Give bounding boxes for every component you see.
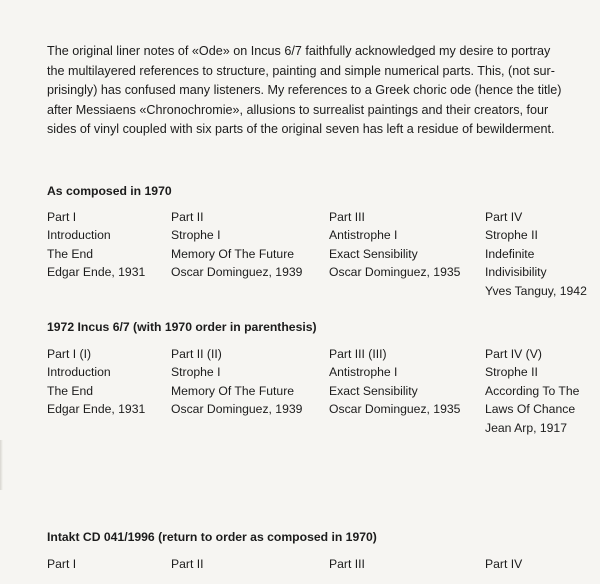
part-movement: Strophe II [485, 365, 538, 380]
part-column [47, 555, 76, 573]
part-column [171, 555, 204, 573]
part-title: Part IV (V) [485, 347, 542, 361]
part-artist: Oscar Dominguez, 1939 [171, 402, 303, 417]
intro-line: The original liner notes of «Ode» on Incus 6/7 faithfully acknowledged my desire to portray [47, 44, 551, 58]
part-artist: Edgar Ende, 1931 [47, 402, 146, 417]
part-painting: The End [47, 383, 94, 398]
part-movement: Strophe I [171, 228, 221, 243]
part-title: Part II [171, 557, 204, 571]
part-painting: The End [47, 246, 94, 261]
part-title: Part II (II) [171, 347, 222, 361]
part-title: Part I (I) [47, 347, 92, 361]
section-heading-intakt: Intakt CD 041/1996 (return to order as composed in 1970) [47, 530, 377, 544]
part-artist: Oscar Dominguez, 1939 [171, 265, 303, 280]
part-column [485, 208, 587, 300]
part-artist: Oscar Dominguez, 1935 [329, 265, 461, 280]
part-column [329, 208, 460, 282]
part-title: Part IV [485, 210, 523, 224]
part-title: Part III (III) [329, 347, 387, 361]
part-column [329, 555, 365, 573]
part-column [485, 345, 579, 437]
part-painting: Laws Of Chance [485, 402, 576, 417]
part-movement: Antistrophe I [329, 365, 398, 380]
part-artist: Oscar Dominguez, 1935 [329, 402, 461, 417]
section-heading-incus: 1972 Incus 6/7 (with 1970 order in parenthesis) [47, 320, 317, 334]
part-movement: Antistrophe I [329, 228, 398, 243]
part-movement: Introduction [47, 228, 111, 243]
part-column [485, 555, 522, 573]
part-title: Part III [329, 557, 365, 571]
part-painting: Indefinite [485, 246, 535, 261]
part-column [47, 208, 145, 282]
part-title: Part III [329, 210, 365, 224]
part-painting: According To The [485, 383, 580, 398]
part-title: Part I [47, 557, 77, 571]
part-painting: Indivisibility [485, 265, 547, 280]
part-painting: Exact Sensibility [329, 246, 418, 261]
part-painting: Exact Sensibility [329, 383, 418, 398]
part-column [171, 208, 302, 282]
part-title: Part IV [485, 557, 523, 571]
part-column [329, 345, 460, 419]
section-heading-as-composed: As composed in 1970 [47, 184, 172, 198]
part-movement: Strophe II [485, 228, 538, 243]
part-painting: Memory Of The Future [171, 246, 295, 261]
part-artist: Edgar Ende, 1931 [47, 265, 146, 280]
intro-line: prisingly) has confused many listeners. My references to a Greek choric ode (hence the title) [47, 83, 562, 98]
part-title: Part I [47, 210, 77, 224]
intro-line: after Messiaens «Chronochromie», allusions to surrealist paintings and their creators, four [47, 102, 549, 117]
page-fold-shadow [0, 440, 3, 490]
part-artist: Yves Tanguy, 1942 [485, 283, 587, 298]
intro-paragraph [47, 42, 577, 140]
intro-line: sides of vinyl coupled with six parts of the original seven has left a residue of bewilderment. [47, 122, 555, 137]
part-column [171, 345, 302, 419]
part-movement: Strophe I [171, 365, 221, 380]
part-column [47, 345, 145, 419]
part-title: Part II [171, 210, 204, 224]
intro-line: the multilayered references to structure, painting and simple numerical parts. This, (not sur- [47, 63, 555, 78]
part-movement: Introduction [47, 365, 111, 380]
part-painting: Memory Of The Future [171, 383, 295, 398]
part-artist: Jean Arp, 1917 [485, 420, 567, 435]
